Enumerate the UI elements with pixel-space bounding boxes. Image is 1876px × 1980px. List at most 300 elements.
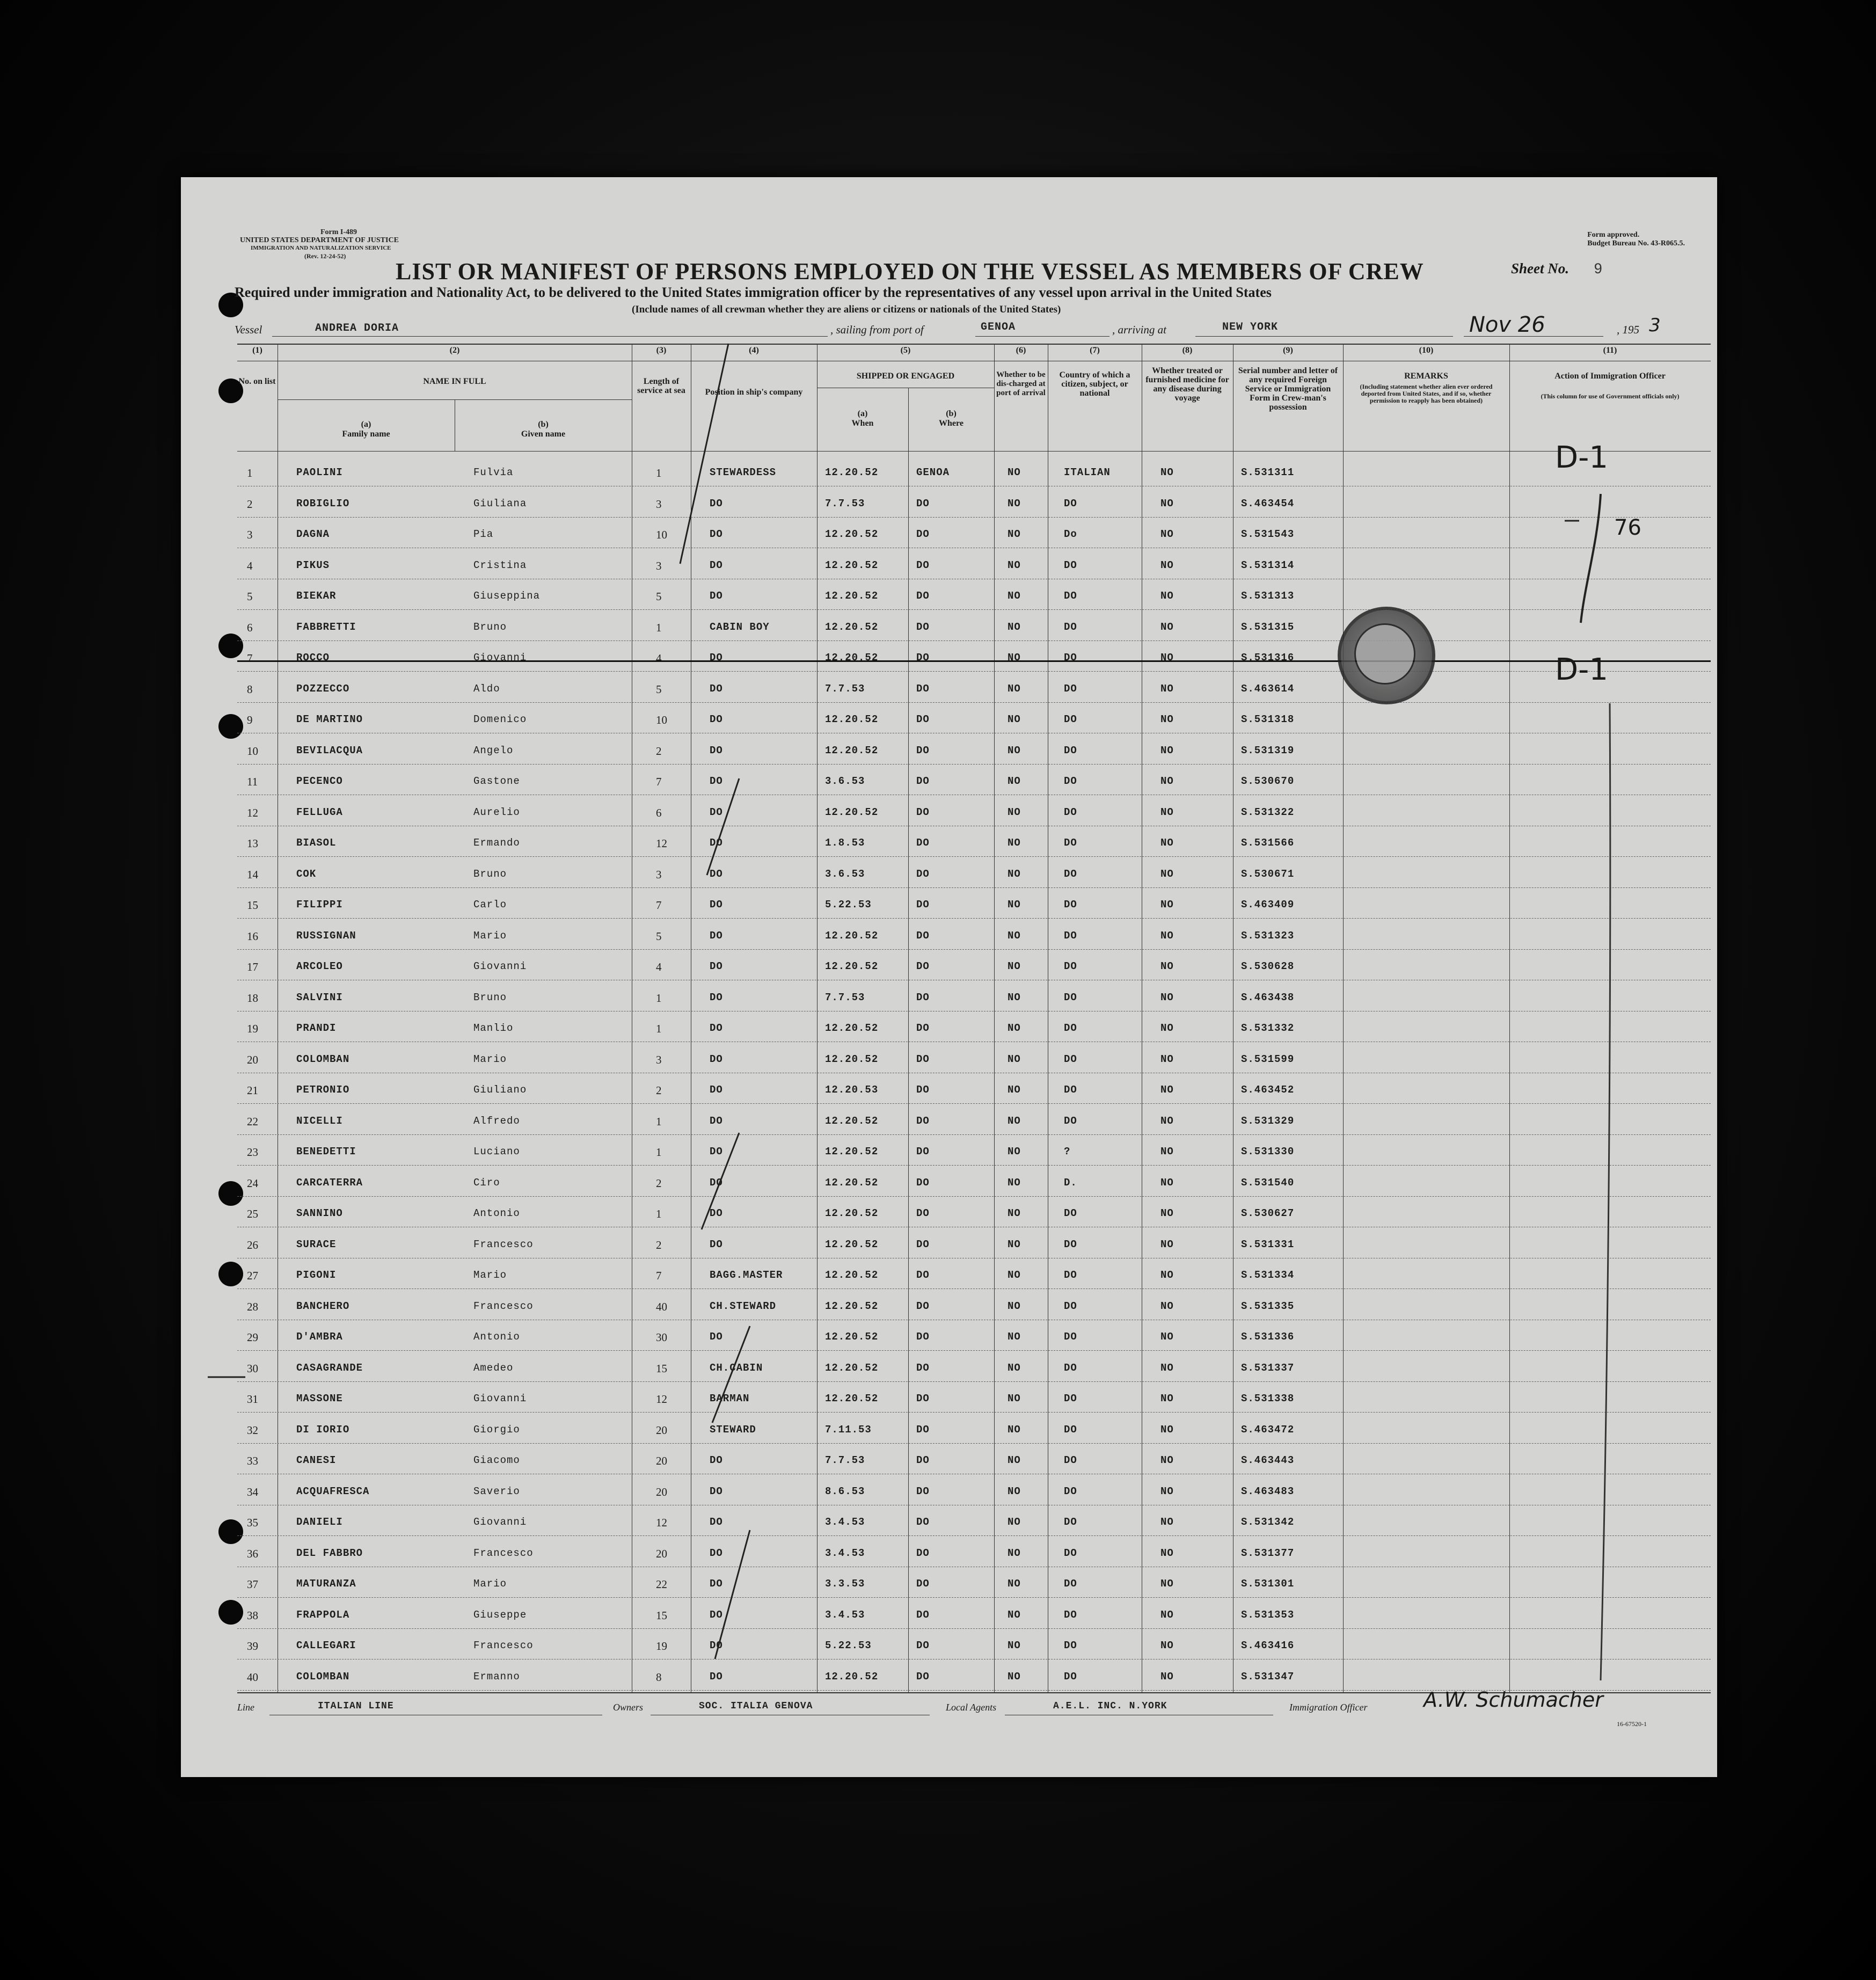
cell-no: 38 <box>247 1608 258 1622</box>
page-subtitle: Required under immigration and Nationality Act, to be delivered to the United States immigration officer by the representatives of any vessel upon arrival in the United States <box>235 285 1272 300</box>
header-treated: Whether treated or furnished medicine for any disease during voyage <box>1145 366 1229 403</box>
table-row <box>237 640 1711 672</box>
cell-no: 9 <box>247 714 253 726</box>
cell-where: DO <box>916 559 930 571</box>
cell-country: DO <box>1064 1115 1077 1127</box>
cell-where: DO <box>916 621 930 633</box>
column-number: (4) <box>749 346 759 355</box>
column-number: (1) <box>252 346 262 355</box>
header-when: When <box>851 419 874 428</box>
cell-when: 12.20.52 <box>825 1238 879 1250</box>
cell-country: DO <box>1064 714 1077 725</box>
cell-treated: NO <box>1160 837 1174 849</box>
cell-given: Francesco <box>473 1300 534 1312</box>
cell-family: D'AMBRA <box>296 1331 343 1343</box>
table-row <box>237 1659 1711 1691</box>
crew-table <box>237 344 1711 1693</box>
cell-when: 1.8.53 <box>825 837 865 849</box>
cell-length: 1 <box>656 991 662 1004</box>
cell-given: Mario <box>473 1269 507 1281</box>
cell-family: BEVILACQUA <box>296 744 363 756</box>
header-family-a: (a) <box>361 420 371 429</box>
form-approval <box>1587 231 1685 248</box>
cell-family: CALLEGARI <box>296 1640 356 1651</box>
cell-disch: NO <box>1008 929 1021 942</box>
cell-treated: NO <box>1160 467 1174 478</box>
cell-position: DO <box>710 1207 723 1219</box>
cell-position: DO <box>710 837 723 849</box>
table-row <box>237 980 1711 1011</box>
cell-no: 3 <box>247 528 253 541</box>
cell-no: 22 <box>247 1115 258 1128</box>
officer-label: Immigration Officer <box>1289 1702 1368 1713</box>
table-row <box>237 1628 1711 1659</box>
cell-where: DO <box>916 714 930 725</box>
cell-length: 3 <box>656 559 662 572</box>
header-remarks-note: (Including statement whether alien ever ordered deported from United States, and if so, whether permission to reapply has been obtained) <box>1360 383 1493 404</box>
cell-no: 13 <box>247 837 258 850</box>
cell-where: DO <box>916 1454 930 1466</box>
cell-treated: NO <box>1160 1640 1174 1651</box>
cell-position: DO <box>710 1670 723 1683</box>
cell-treated: NO <box>1160 960 1174 972</box>
cell-when: 12.20.52 <box>825 1176 879 1189</box>
cell-serial: S.531301 <box>1241 1578 1295 1590</box>
cell-treated: NO <box>1160 1393 1174 1404</box>
cell-length: 7 <box>656 899 662 912</box>
cell-where: DO <box>916 837 930 849</box>
cell-disch: NO <box>1008 899 1021 911</box>
cell-given: Mario <box>473 1578 507 1590</box>
cell-given: Giovanni <box>473 960 527 972</box>
cell-given: Fulvia <box>473 467 514 478</box>
cell-treated: NO <box>1160 1331 1174 1343</box>
cell-given: Francesco <box>473 1547 534 1559</box>
cell-family: COK <box>296 868 317 880</box>
cell-serial: S.531334 <box>1241 1269 1295 1281</box>
cell-given: Giuliana <box>473 497 527 509</box>
port-name: GENOA <box>981 321 1016 333</box>
table-row <box>237 1072 1711 1104</box>
cell-serial: S.463443 <box>1241 1454 1295 1466</box>
cell-where: DO <box>916 1640 930 1651</box>
cell-given: Amedeo <box>473 1362 514 1374</box>
cell-when: 12.20.52 <box>825 528 879 540</box>
cell-serial: S.531599 <box>1241 1053 1295 1065</box>
cell-where: DO <box>916 1207 930 1219</box>
cell-serial: S.531315 <box>1241 621 1295 633</box>
cell-disch: NO <box>1008 1331 1021 1343</box>
cell-position: DO <box>710 1115 723 1127</box>
cell-given: Ermanno <box>473 1670 520 1683</box>
cell-length: 3 <box>656 1053 662 1066</box>
header-position: Position in ship's company <box>705 388 803 397</box>
cell-when: 12.20.52 <box>825 1269 879 1281</box>
cell-no: 24 <box>247 1176 258 1190</box>
cell-position: DO <box>710 652 723 664</box>
table-row <box>237 1227 1711 1258</box>
cell-when: 7.7.53 <box>825 682 865 695</box>
cell-treated: NO <box>1160 1547 1174 1559</box>
cell-position: BAGG.MASTER <box>710 1269 783 1281</box>
cell-no: 12 <box>247 806 258 819</box>
cell-length: 15 <box>656 1362 667 1375</box>
cell-length: 4 <box>656 960 662 973</box>
cell-when: 12.20.52 <box>825 1362 879 1374</box>
cell-position: CH.CABIN <box>710 1362 763 1374</box>
cell-country: DO <box>1064 991 1077 1003</box>
cell-family: RUSSIGNAN <box>296 929 356 942</box>
cell-length: 22 <box>656 1578 667 1591</box>
cell-family: CASAGRANDE <box>296 1362 363 1374</box>
cell-treated: NO <box>1160 682 1174 695</box>
vessel-name: ANDREA DORIA <box>315 322 399 334</box>
cell-treated: NO <box>1160 1115 1174 1127</box>
cell-treated: NO <box>1160 1176 1174 1189</box>
cell-where: DO <box>916 497 930 509</box>
action-note-d1: D-1 <box>1555 440 1608 475</box>
cell-country: D. <box>1064 1176 1077 1189</box>
table-row <box>237 949 1711 980</box>
cell-where: DO <box>916 991 930 1003</box>
cell-position: DO <box>710 929 723 942</box>
cell-treated: NO <box>1160 1454 1174 1466</box>
cell-country: DO <box>1064 1578 1077 1590</box>
cell-country: DO <box>1064 1640 1077 1651</box>
table-row <box>237 671 1711 703</box>
cell-position: DO <box>710 960 723 972</box>
cell-no: 16 <box>247 929 258 943</box>
cell-when: 5.22.53 <box>825 1640 872 1651</box>
cell-given: Antonio <box>473 1331 520 1343</box>
cell-treated: NO <box>1160 899 1174 911</box>
cell-when: 12.20.52 <box>825 1022 879 1034</box>
cell-length: 1 <box>656 1207 662 1220</box>
cell-position: DO <box>710 528 723 540</box>
cell-where: DO <box>916 1084 930 1096</box>
cell-treated: NO <box>1160 744 1174 756</box>
cell-disch: NO <box>1008 1053 1021 1065</box>
cell-disch: NO <box>1008 1547 1021 1559</box>
cell-position: DO <box>710 559 723 571</box>
cell-where: DO <box>916 1485 930 1497</box>
column-number: (7) <box>1090 346 1100 355</box>
cell-when: 3.4.53 <box>825 1516 865 1528</box>
sheet-label: Sheet No. <box>1511 260 1569 276</box>
cell-length: 40 <box>656 1300 667 1313</box>
cell-given: Giovanni <box>473 652 527 664</box>
cell-length: 5 <box>656 929 662 943</box>
cell-no: 26 <box>247 1238 258 1251</box>
cell-serial: S.531336 <box>1241 1331 1295 1343</box>
cell-when: 12.20.52 <box>825 1670 879 1683</box>
cell-country: DO <box>1064 652 1077 664</box>
cell-given: Bruno <box>473 868 507 880</box>
column-number: (8) <box>1182 346 1193 355</box>
cell-treated: NO <box>1160 1423 1174 1436</box>
year-suffix: 3 <box>1649 315 1661 336</box>
cell-given: Angelo <box>473 744 514 756</box>
cell-country: DO <box>1064 682 1077 695</box>
cell-where: DO <box>916 899 930 911</box>
cell-serial: S.463452 <box>1241 1084 1295 1096</box>
cell-given: Aldo <box>473 682 500 695</box>
cell-country: DO <box>1064 1393 1077 1404</box>
cell-given: Bruno <box>473 621 507 633</box>
cell-serial: S.463438 <box>1241 991 1295 1003</box>
cell-position: DO <box>710 1608 723 1621</box>
cell-disch: NO <box>1008 775 1021 787</box>
cell-disch: NO <box>1008 528 1021 540</box>
cell-where: DO <box>916 590 930 602</box>
cell-serial: S.531566 <box>1241 837 1295 849</box>
cell-family: DE MARTINO <box>296 714 363 725</box>
approval-line: Form approved. <box>1587 231 1640 239</box>
cell-given: Antonio <box>473 1207 520 1219</box>
cell-disch: NO <box>1008 652 1021 664</box>
cell-position: DO <box>710 1146 723 1158</box>
cell-length: 3 <box>656 497 662 511</box>
cell-family: SALVINI <box>296 991 343 1003</box>
cell-position: DO <box>710 682 723 695</box>
cell-position: STEWARD <box>710 1423 756 1436</box>
sheet-number <box>1511 260 1602 277</box>
cell-given: Giuseppina <box>473 590 541 602</box>
table-row <box>237 1042 1711 1073</box>
cell-when: 8.6.53 <box>825 1485 865 1497</box>
cell-position: DO <box>710 868 723 880</box>
table-row <box>237 1010 1711 1042</box>
table-row <box>237 1103 1711 1135</box>
vessel-line <box>213 312 1689 338</box>
cell-when: 7.11.53 <box>825 1423 872 1436</box>
cell-position: DO <box>710 590 723 602</box>
cell-given: Giacomo <box>473 1454 520 1466</box>
cell-serial: S.530671 <box>1241 868 1295 880</box>
cell-serial: S.463454 <box>1241 497 1295 509</box>
header-length: Length of service at sea <box>637 377 685 395</box>
sailing-label: , sailing from port of <box>830 323 924 336</box>
cell-position: DO <box>710 744 723 756</box>
cell-country: DO <box>1064 744 1077 756</box>
cell-where: DO <box>916 1269 930 1281</box>
cell-length: 10 <box>656 528 667 541</box>
cell-serial: S.531314 <box>1241 559 1295 571</box>
cell-length: 20 <box>656 1547 667 1560</box>
table-row <box>237 1134 1711 1166</box>
cell-serial: S.530628 <box>1241 960 1295 972</box>
cell-when: 7.7.53 <box>825 991 865 1003</box>
agents-value: A.E.L. INC. N.YORK <box>1053 1701 1167 1712</box>
cell-serial: S.530670 <box>1241 775 1295 787</box>
cell-disch: NO <box>1008 1207 1021 1219</box>
cell-given: Domenico <box>473 714 527 725</box>
header-serial: Serial number and letter of any required Foreign Service or Immigration Form in Crew-man's possession <box>1238 366 1338 412</box>
table-row <box>237 1504 1711 1536</box>
cell-family: FILIPPI <box>296 899 343 911</box>
cell-country: DO <box>1064 1084 1077 1096</box>
cell-serial: S.531319 <box>1241 744 1295 756</box>
table-row <box>237 578 1711 610</box>
cell-treated: NO <box>1160 1670 1174 1683</box>
cell-where: DO <box>916 1115 930 1127</box>
consulate-seal-icon <box>1338 607 1435 704</box>
cell-length: 30 <box>656 1331 667 1344</box>
cell-position: DO <box>710 775 723 787</box>
cell-disch: NO <box>1008 621 1021 633</box>
cell-serial: S.463614 <box>1241 682 1295 695</box>
cell-where: DO <box>916 1362 930 1374</box>
header-name-in-full: NAME IN FULL <box>423 377 486 386</box>
table-row <box>237 856 1711 888</box>
column-number: (9) <box>1283 346 1293 355</box>
cell-treated: NO <box>1160 1578 1174 1590</box>
table-row <box>237 1474 1711 1505</box>
header-rule <box>237 451 1711 452</box>
cell-family: SANNINO <box>296 1207 343 1219</box>
cell-given: Giorgio <box>473 1423 520 1436</box>
cell-no: 10 <box>247 744 258 758</box>
cell-when: 5.22.53 <box>825 899 872 911</box>
cell-country: Do <box>1064 528 1077 540</box>
cell-country: DO <box>1064 960 1077 972</box>
cell-given: Luciano <box>473 1146 520 1158</box>
cell-when: 12.20.52 <box>825 559 879 571</box>
cell-when: 3.6.53 <box>825 775 865 787</box>
cell-no: 14 <box>247 868 258 881</box>
cell-treated: NO <box>1160 590 1174 602</box>
cell-serial: S.531318 <box>1241 714 1295 725</box>
cell-no: 7 <box>247 652 253 665</box>
cell-no: 15 <box>247 899 258 912</box>
cell-no: 21 <box>247 1084 258 1097</box>
cell-serial: S.531323 <box>1241 929 1295 942</box>
cell-length: 4 <box>656 652 662 665</box>
table-row <box>237 1257 1711 1289</box>
cell-no: 39 <box>247 1640 258 1653</box>
cell-country: DO <box>1064 1362 1077 1374</box>
line-label: Line <box>237 1702 255 1713</box>
cell-family: BENEDETTI <box>296 1146 356 1158</box>
cell-treated: NO <box>1160 1300 1174 1312</box>
cell-where: DO <box>916 1608 930 1621</box>
cell-disch: NO <box>1008 1269 1021 1281</box>
column-number: (11) <box>1603 346 1617 355</box>
cell-serial: S.531337 <box>1241 1362 1295 1374</box>
cell-disch: NO <box>1008 837 1021 849</box>
officer-signature: A.W. Schumacher <box>1424 1688 1603 1712</box>
cell-treated: NO <box>1160 714 1174 725</box>
seal-center <box>1354 623 1415 685</box>
cell-no: 18 <box>247 991 258 1004</box>
cell-no: 23 <box>247 1146 258 1159</box>
cell-serial: S.531330 <box>1241 1146 1295 1158</box>
cell-no: 32 <box>247 1423 258 1437</box>
cell-given: Francesco <box>473 1238 534 1250</box>
cell-serial: S.463416 <box>1241 1640 1295 1651</box>
cell-country: ITALIAN <box>1064 467 1111 478</box>
cell-where: DO <box>916 1670 930 1683</box>
cell-country: DO <box>1064 1022 1077 1034</box>
cell-family: POZZECCO <box>296 682 350 695</box>
agents-label: Local Agents <box>946 1702 997 1713</box>
cell-country: DO <box>1064 868 1077 880</box>
owners-value: SOC. ITALIA GENOVA <box>699 1701 813 1712</box>
cell-family: DAGNA <box>296 528 330 540</box>
table-row <box>237 516 1711 548</box>
cell-length: 1 <box>656 467 662 479</box>
cell-serial: S.531353 <box>1241 1608 1295 1621</box>
header-no-on-list: No. on list <box>238 377 276 386</box>
cell-when: 12.20.52 <box>825 1115 879 1127</box>
cell-disch: NO <box>1008 744 1021 756</box>
cell-length: 6 <box>656 806 662 819</box>
cell-position: DO <box>710 1238 723 1250</box>
cell-when: 12.20.52 <box>825 1207 879 1219</box>
sheet-value: 9 <box>1594 260 1602 276</box>
cell-disch: NO <box>1008 1238 1021 1250</box>
header-action-note: (This column for use of Government officials only) <box>1541 392 1680 400</box>
cell-length: 12 <box>656 1516 667 1529</box>
cell-family: DANIELI <box>296 1516 343 1528</box>
cell-disch: NO <box>1008 467 1021 478</box>
cell-serial: S.463409 <box>1241 899 1295 911</box>
cell-position: DO <box>710 1053 723 1065</box>
table-row <box>237 1566 1711 1598</box>
header-discharged: Whether to be dis-charged at port of arrival <box>996 370 1046 397</box>
action-note-d1: D-1 <box>1555 652 1608 687</box>
cell-when: 7.7.53 <box>825 1454 865 1466</box>
cell-serial: S.531316 <box>1241 652 1295 664</box>
cell-disch: NO <box>1008 497 1021 509</box>
cell-country: DO <box>1064 1238 1077 1250</box>
cell-family: ROBIGLIO <box>296 497 350 509</box>
cell-treated: NO <box>1160 528 1174 540</box>
cell-no: 28 <box>247 1300 258 1313</box>
cell-given: Saverio <box>473 1485 520 1497</box>
cell-when: 12.20.53 <box>825 1084 879 1096</box>
cell-disch: NO <box>1008 1300 1021 1312</box>
cell-no: 8 <box>247 682 253 696</box>
cell-where: DO <box>916 806 930 818</box>
cell-where: DO <box>916 1300 930 1312</box>
cell-length: 10 <box>656 714 667 726</box>
cell-given: Cristina <box>473 559 527 571</box>
cell-disch: NO <box>1008 1146 1021 1158</box>
cell-length: 2 <box>656 1084 662 1097</box>
underline <box>1195 336 1453 337</box>
cell-position: CABIN BOY <box>710 621 770 633</box>
cell-given: Aurelio <box>473 806 520 818</box>
cell-given: Giovanni <box>473 1393 527 1404</box>
cell-country: DO <box>1064 775 1077 787</box>
cell-no: 29 <box>247 1331 258 1344</box>
cell-serial: S.531342 <box>1241 1516 1295 1528</box>
table-row <box>237 825 1711 857</box>
page-subnote: (Include names of all crewman whether they are aliens or citizens or nationals of the United States) <box>632 304 1061 315</box>
table-row <box>237 1289 1711 1320</box>
cell-position: BARMAN <box>710 1393 750 1404</box>
cell-position: DO <box>710 1485 723 1497</box>
column-number: (6) <box>1016 346 1026 355</box>
cell-treated: NO <box>1160 652 1174 664</box>
cell-given: Manlio <box>473 1022 514 1034</box>
department: UNITED STATES DEPARTMENT OF JUSTICE <box>240 236 399 244</box>
cell-family: ACQUAFRESCA <box>296 1485 370 1497</box>
cell-given: Mario <box>473 1053 507 1065</box>
cell-position: DO <box>710 1640 723 1651</box>
cell-serial: S.531322 <box>1241 806 1295 818</box>
